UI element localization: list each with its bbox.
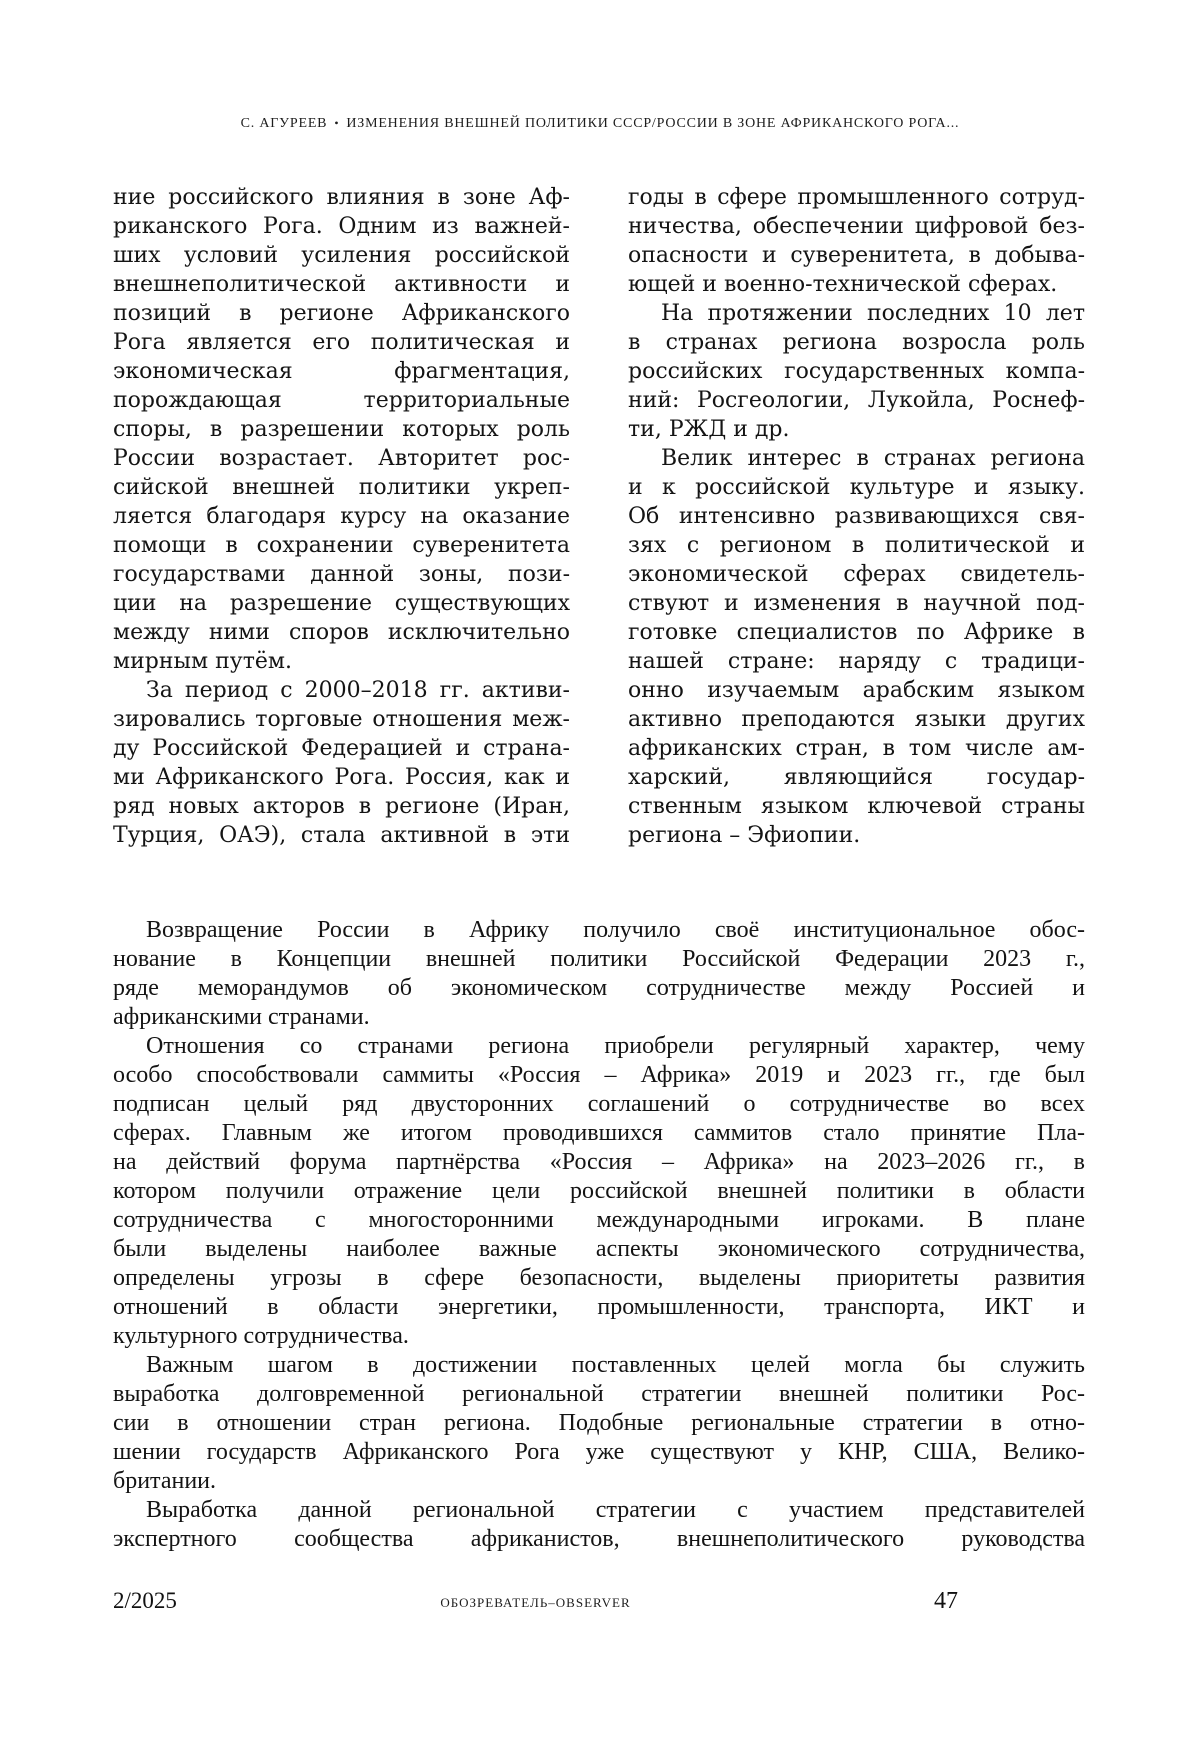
text-line: ших условий усиления российской [113,243,570,268]
text-line: зях с регионом в политической и [628,533,1085,558]
text-line: На протяжении последних 10 лет [661,301,1085,326]
paragraph [628,299,1085,444]
column-right [628,183,1085,850]
text-line: За период с 2000–2018 гг. активи- [146,678,570,703]
paragraph [628,444,1085,850]
paragraph [113,183,570,676]
text-line: споры, в разрешении которых роль [113,417,570,442]
text-line: культурного сотрудничества. [113,1323,409,1349]
text-line: Рога является его политическая и [113,330,570,355]
text-line: государствами данной зоны, пози- [113,562,570,587]
text-line: Выработка данной региональной стратегии с участием представителей [146,1497,1085,1523]
footer-issue-number: 2/2025 [113,1588,177,1613]
text-line: риканского Рога. Одним из важней- [113,214,570,239]
text-line: определены угрозы в сфере безопасности, выделены приоритеты развития [113,1265,1085,1291]
paragraph [113,916,1085,1032]
text-line: ряд новых акторов в регионе (Иран, [113,794,570,819]
text-line: между ними споров исключительно [113,620,570,645]
text-line: мирным путём. [113,649,293,674]
text-line: африканскими странами. [113,1004,370,1030]
text-line: ний: Росгеологии, Лукойла, Роснеф- [628,388,1085,413]
text-line: африканских стран, в том числе ам- [628,736,1085,761]
text-line: Велик интерес в странах региона [661,446,1085,471]
paragraph [113,676,570,850]
text-line: экономической сферах свидетель- [628,562,1085,587]
column-left [113,183,570,850]
text-line: харский, являющийся государ- [628,765,1085,790]
text-line: экономическая фрагментация, [113,359,570,384]
text-line: годы в сфере промышленного сотруд- [628,185,1085,210]
running-head-title: ИЗМЕНЕНИЯ ВНЕШНЕЙ ПОЛИТИКИ СССР/РОССИИ В ЗОНЕ АФРИКАНСКОГО РОГА... [346,116,960,131]
text-line: ду Российской Федерацией и страна- [113,736,570,761]
text-line: порождающая территориальные [113,388,570,413]
full-width-text-block [113,916,1085,1554]
text-line: региона – Эфиопии. [628,823,861,848]
text-line: сии в отношении стран региона. Подобные региональные стратегии в отно- [113,1410,1085,1436]
text-line: ти, РЖД и др. [628,417,790,442]
text-line: российских государственных компа- [628,359,1085,384]
text-line: ляется благодаря курсу на оказание [113,504,570,529]
text-line: ственным языком ключевой страны [628,794,1085,819]
text-line: зировались торговые отношения меж- [113,707,570,732]
text-line: Важным шагом в достижении поставленных целей могла бы служить [146,1352,1085,1378]
two-column-text-block [113,183,1085,850]
text-line: онно изучаемым арабским языком [628,678,1085,703]
text-line: экспертного сообщества африканистов, внешнеполитического руководства [113,1526,1085,1552]
text-line: выработка долговременной региональной стратегии внешней политики Рос- [113,1381,1085,1407]
footer-journal-name: ОБОЗРЕВАТЕЛЬ–OBSERVER [440,1595,631,1610]
text-line: нашей стране: наряду с традици- [628,649,1085,674]
text-line: Об интенсивно развивающихся свя- [628,504,1085,529]
running-head-author: С. АГУРЕЕВ [240,116,328,131]
page-footer [113,1588,958,1618]
footer-page-number: 47 [934,1588,958,1614]
text-line: сотрудничества с многосторонними международными игроками. В плане [113,1207,1085,1233]
text-line: и к российской культуре и языку. [628,475,1085,500]
text-line: сферах. Главным же итогом проводившихся саммитов стало принятие Пла- [113,1120,1085,1146]
text-line: ние российского влияния в зоне Аф- [113,185,570,210]
text-line: подписан целый ряд двусторонних соглашений о сотрудничестве во всех [113,1091,1085,1117]
text-line: Отношения со странами региона приобрели регулярный характер, чему [146,1033,1085,1059]
text-line: ряде меморандумов об экономическом сотрудничестве между Россией и [113,975,1085,1001]
text-line: ничества, обеспечении цифровой без- [628,214,1085,239]
text-line: котором получили отражение цели российской внешней политики в области [113,1178,1085,1204]
text-line: нование в Концепции внешней политики Российской Федерации 2023 г., [113,946,1085,972]
text-line: сийской внешней политики укреп- [113,475,570,500]
text-line: шении государств Африканского Рога уже существуют у КНР, США, Велико- [113,1439,1085,1465]
text-line: ции на разрешение существующих [113,591,570,616]
text-line: опасности и суверенитета, в добыва- [628,243,1085,268]
text-line: внешнеполитической активности и [113,272,570,297]
paragraph [113,1032,1085,1351]
text-line: активно преподаются языки других [628,707,1085,732]
text-line: отношений в области энергетики, промышленности, транспорта, ИКТ и [113,1294,1085,1320]
text-line: Турция, ОАЭ), стала активной в эти [113,823,570,848]
paragraph [628,183,1085,299]
text-line: ющей и военно-технической сферах. [628,272,1058,297]
text-line: особо способствовали саммиты «Россия – Африка» 2019 и 2023 гг., где был [113,1062,1085,1088]
text-line: ствуют и изменения в научной под- [628,591,1085,616]
paragraph [113,1496,1085,1554]
text-line: готовке специалистов по Африке в [628,620,1085,645]
text-line: России возрастает. Авторитет рос- [113,446,570,471]
text-line: на действий форума партнёрства «Россия – Африка» на 2023–2026 гг., в [113,1149,1085,1175]
running-head [0,116,1200,132]
running-head-separator: • [334,116,340,130]
text-line: Возвращение России в Африку получило своё институциональное обос- [146,917,1085,943]
text-line: позиций в регионе Африканского [113,301,570,326]
text-line: помощи в сохранении суверенитета [113,533,570,558]
text-line: ми Африканского Рога. Россия, как и [113,765,570,790]
text-line: в странах региона возросла роль [628,330,1085,355]
text-line: были выделены наиболее важные аспекты экономического сотрудничества, [113,1236,1085,1262]
text-line: британии. [113,1468,217,1494]
paragraph [113,1351,1085,1496]
